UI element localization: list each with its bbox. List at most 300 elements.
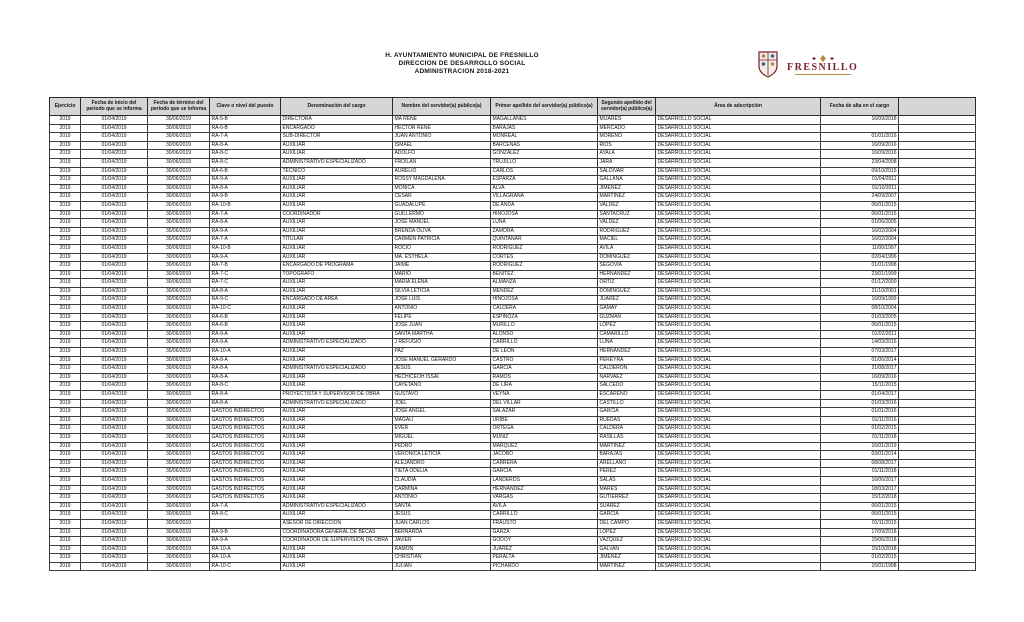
table-cell: 30/06/2019 xyxy=(148,554,210,563)
table-row xyxy=(50,562,976,571)
table-cell: DESARROLLO SOCIAL xyxy=(656,330,821,339)
table-cell: TIETA ODELIA xyxy=(393,468,491,477)
table-cell: RA-5-B xyxy=(210,116,281,125)
table-cell: DESARROLLO SOCIAL xyxy=(656,519,821,528)
table-cell: 30/06/2019 xyxy=(148,408,210,417)
table-row xyxy=(50,193,976,202)
table-cell: GASTOS INDIRECTOS xyxy=(210,451,281,460)
table-row xyxy=(50,167,976,176)
table-cell: MA RENE xyxy=(393,116,491,125)
table-cell: 15/06/2018 xyxy=(821,537,899,546)
table-cell: FELIPE xyxy=(393,313,491,322)
table-cell: DESARROLLO SOCIAL xyxy=(656,219,821,228)
table-cell xyxy=(899,158,976,167)
table-cell: ORTIZ xyxy=(598,279,656,288)
table-cell: JULIAN xyxy=(393,562,491,571)
table-cell: 30/06/2019 xyxy=(148,296,210,305)
table-row xyxy=(50,528,976,537)
table-cell: JUAREZ xyxy=(598,296,656,305)
table-cell: DESARROLLO SOCIAL xyxy=(656,279,821,288)
table-cell: 23/04/2008 xyxy=(821,158,899,167)
table-cell: SALAZAR xyxy=(491,408,598,417)
table-cell: AUXILIAR xyxy=(281,468,393,477)
table-cell xyxy=(899,545,976,554)
column-header-fecha-termino: Fecha de término del periodo que se informa xyxy=(148,98,210,116)
table-cell: 01/11/2018 xyxy=(821,433,899,442)
table-cell xyxy=(899,416,976,425)
table-cell: AUXILIAR xyxy=(281,201,393,210)
logo-block xyxy=(756,50,858,80)
table-cell: CARRILLO xyxy=(491,511,598,520)
table-cell: ROCIO xyxy=(393,244,491,253)
table-cell: 01/04/2019 xyxy=(81,459,148,468)
table-cell: 2019 xyxy=(50,408,81,417)
table-cell: LOPEZ xyxy=(598,322,656,331)
table-cell: DESARROLLO SOCIAL xyxy=(656,425,821,434)
table-cell: 01/04/2019 xyxy=(81,476,148,485)
roster-table-body xyxy=(50,116,976,571)
table-cell: AUXILIAR xyxy=(281,442,393,451)
table-cell: AUXILIAR xyxy=(281,408,393,417)
table-cell: 2019 xyxy=(50,459,81,468)
table-cell: 01/04/2019 xyxy=(81,391,148,400)
table-cell: 30/06/2019 xyxy=(148,176,210,185)
table-cell: AUXILIAR xyxy=(281,554,393,563)
table-cell: COORDINADOR DE SUPERVISION DE OBRA xyxy=(281,537,393,546)
table-cell: 16/02/2004 xyxy=(821,227,899,236)
table-cell: CARMEN PATRICIA xyxy=(393,236,491,245)
table-cell: 01/04/2019 xyxy=(81,279,148,288)
table-cell: GARCIA xyxy=(598,408,656,417)
table-cell: GASTOS INDIRECTOS xyxy=(210,485,281,494)
table-cell: JARA xyxy=(598,158,656,167)
table-row xyxy=(50,330,976,339)
table-cell: 08/08/2017 xyxy=(821,459,899,468)
table-cell: 01/04/2019 xyxy=(81,184,148,193)
table-cell: 16/09/2016 xyxy=(821,373,899,382)
table-cell: DESARROLLO SOCIAL xyxy=(656,511,821,520)
table-cell xyxy=(899,330,976,339)
table-cell: 2019 xyxy=(50,270,81,279)
table-row xyxy=(50,442,976,451)
table-cell: RA-7-B xyxy=(210,262,281,271)
table-cell: 15/11/2015 xyxy=(821,382,899,391)
column-header-clave-puesto: Clave o nivel del puesto xyxy=(210,98,281,116)
table-cell: ANTONIO xyxy=(393,494,491,503)
table-cell: MARQUEZ xyxy=(491,442,598,451)
table-cell: MA. ESTHELA xyxy=(393,253,491,262)
table-cell: 08/10/2004 xyxy=(821,305,899,314)
table-cell: GARCIA xyxy=(491,468,598,477)
table-cell: DESARROLLO SOCIAL xyxy=(656,287,821,296)
table-cell: DESARROLLO SOCIAL xyxy=(656,382,821,391)
table-row xyxy=(50,476,976,485)
table-cell: RODRIGUEZ xyxy=(491,262,598,271)
document-title-block xyxy=(302,52,622,76)
table-cell xyxy=(899,476,976,485)
table-row xyxy=(50,253,976,262)
column-header-primer-apellido: Primer apellido del servidor(a) público(a) xyxy=(491,98,598,116)
table-cell: RA-8-C xyxy=(210,158,281,167)
table-cell: 01/04/2019 xyxy=(81,262,148,271)
table-cell: 01/01/2016 xyxy=(821,133,899,142)
table-cell: BARAJAS xyxy=(491,124,598,133)
table-cell xyxy=(899,391,976,400)
table-row xyxy=(50,391,976,400)
table-cell: EVER xyxy=(393,425,491,434)
table-cell: DESARROLLO SOCIAL xyxy=(656,356,821,365)
table-cell: 01/11/2015 xyxy=(821,519,899,528)
table-cell: RA-7-C xyxy=(210,279,281,288)
table-row xyxy=(50,279,976,288)
table-cell: 03/01/2014 xyxy=(821,451,899,460)
table-cell xyxy=(899,399,976,408)
table-cell: 30/06/2019 xyxy=(148,322,210,331)
table-cell: 02/04/1996 xyxy=(821,253,899,262)
table-cell: DESARROLLO SOCIAL xyxy=(656,176,821,185)
table-cell: SEGOVIA xyxy=(598,262,656,271)
table-cell: SILVIA LETICIA xyxy=(393,287,491,296)
roster-table xyxy=(49,97,976,571)
table-row xyxy=(50,305,976,314)
table-cell: 01/04/2019 xyxy=(81,219,148,228)
table-cell: AUXILIAR xyxy=(281,330,393,339)
table-cell: ESPINOZA xyxy=(491,313,598,322)
table-cell: JOSE ANGEL xyxy=(393,408,491,417)
table-cell: TRUJILLO xyxy=(491,158,598,167)
table-row xyxy=(50,502,976,511)
table-cell xyxy=(899,554,976,563)
table-cell: 30/06/2019 xyxy=(148,236,210,245)
table-cell: GAMAY xyxy=(598,305,656,314)
table-cell: 01/04/2019 xyxy=(81,433,148,442)
table-cell: 2019 xyxy=(50,193,81,202)
table-cell: DESARROLLO SOCIAL xyxy=(656,339,821,348)
table-cell: 30/06/2019 xyxy=(148,262,210,271)
table-cell: 30/06/2019 xyxy=(148,485,210,494)
table-cell: JESUS xyxy=(393,511,491,520)
table-cell: DESARROLLO SOCIAL xyxy=(656,210,821,219)
table-cell: DOMINGUEZ xyxy=(598,253,656,262)
table-cell: HERNANDEZ xyxy=(598,348,656,357)
table-row xyxy=(50,201,976,210)
table-cell: HINOJOSA xyxy=(491,210,598,219)
table-cell: 30/06/2019 xyxy=(148,210,210,219)
table-cell: 2019 xyxy=(50,133,81,142)
table-cell: RA-10-B xyxy=(210,244,281,253)
table-cell: AUXILIAR xyxy=(281,305,393,314)
table-cell: DESARROLLO SOCIAL xyxy=(656,537,821,546)
table-cell: DESARROLLO SOCIAL xyxy=(656,305,821,314)
table-cell: ROSSY MAGDALENA xyxy=(393,176,491,185)
table-cell: 2019 xyxy=(50,348,81,357)
table-cell: 2019 xyxy=(50,262,81,271)
table-cell: DESARROLLO SOCIAL xyxy=(656,193,821,202)
table-cell: 01/04/2017 xyxy=(821,391,899,400)
table-cell xyxy=(899,116,976,125)
table-cell: ENCARGADO DE AREA xyxy=(281,296,393,305)
table-cell xyxy=(899,210,976,219)
table-cell: RA-9-C xyxy=(210,296,281,305)
table-cell: 01/04/2019 xyxy=(81,133,148,142)
table-cell: DESARROLLO SOCIAL xyxy=(656,124,821,133)
table-cell: MARTINEZ xyxy=(598,562,656,571)
table-cell: CESAR xyxy=(393,193,491,202)
table-cell: RIOS xyxy=(598,141,656,150)
table-cell: JOSE JUAN xyxy=(393,322,491,331)
table-cell: 01/04/2019 xyxy=(81,116,148,125)
table-cell: GUZMAN xyxy=(598,313,656,322)
table-cell xyxy=(899,124,976,133)
table-cell: 2019 xyxy=(50,468,81,477)
table-cell: 30/06/2019 xyxy=(148,373,210,382)
table-cell: 01/11/2016 xyxy=(821,416,899,425)
table-cell: BARCENAS xyxy=(491,141,598,150)
table-cell: 2019 xyxy=(50,382,81,391)
table-cell: VARGAS xyxy=(491,494,598,503)
table-cell: 16/01/2019 xyxy=(821,442,899,451)
table-row xyxy=(50,313,976,322)
table-cell: AUXILIAR xyxy=(281,322,393,331)
table-cell: DESARROLLO SOCIAL xyxy=(656,133,821,142)
table-row xyxy=(50,176,976,185)
table-cell: RA-7-A xyxy=(210,236,281,245)
table-cell: SANTA xyxy=(393,502,491,511)
table-cell xyxy=(899,227,976,236)
table-cell: RA-7-A xyxy=(210,210,281,219)
table-cell: 16/09/1999 xyxy=(821,296,899,305)
table-cell: GONZALEZ xyxy=(491,150,598,159)
table-cell: RA-10-B xyxy=(210,201,281,210)
table-cell: 30/06/2019 xyxy=(148,433,210,442)
table-cell: 2019 xyxy=(50,511,81,520)
table-cell: 01/06/2014 xyxy=(821,356,899,365)
table-cell xyxy=(899,150,976,159)
table-cell: DESARROLLO SOCIAL xyxy=(656,416,821,425)
table-cell: AUXILIAR xyxy=(281,313,393,322)
table-cell xyxy=(899,287,976,296)
table-cell: 30/06/2019 xyxy=(148,167,210,176)
table-cell: AURELIO xyxy=(393,167,491,176)
table-cell: DEL VILLAR xyxy=(491,399,598,408)
table-cell: PROYECTISTA Y SUPERVISOR DE OBRA xyxy=(281,391,393,400)
table-cell: GUADALUPE xyxy=(393,201,491,210)
table-cell: JIMENEZ xyxy=(598,184,656,193)
table-cell: 01/04/2019 xyxy=(81,330,148,339)
table-cell: PEREZ xyxy=(598,468,656,477)
table-cell: RA-6-B xyxy=(210,322,281,331)
table-cell: 01/04/2019 xyxy=(81,519,148,528)
table-row xyxy=(50,322,976,331)
table-cell: 30/06/2019 xyxy=(148,425,210,434)
table-cell: 01/04/2019 xyxy=(81,562,148,571)
table-cell: SUB-DIRECTOR xyxy=(281,133,393,142)
table-cell: 30/06/2019 xyxy=(148,476,210,485)
table-cell: 30/06/2019 xyxy=(148,562,210,571)
table-row xyxy=(50,459,976,468)
table-cell: 30/06/2019 xyxy=(148,494,210,503)
table-row xyxy=(50,339,976,348)
table-cell xyxy=(899,348,976,357)
table-cell: DESARROLLO SOCIAL xyxy=(656,562,821,571)
table-row xyxy=(50,494,976,503)
table-cell: 01/02/2015 xyxy=(821,554,899,563)
table-cell: ADMINISTRATIVO ESPECIALIZADO xyxy=(281,158,393,167)
column-header-nombre: Nombre del servidor(a) público(a) xyxy=(393,98,491,116)
table-cell: DESARROLLO SOCIAL xyxy=(656,184,821,193)
table-cell: VALDEZ xyxy=(598,201,656,210)
table-cell: 01/12/2000 xyxy=(821,279,899,288)
header-row xyxy=(50,98,976,116)
table-cell: AUXILIAR xyxy=(281,141,393,150)
table-cell: MENDEZ xyxy=(491,287,598,296)
table-cell: RA-7-A xyxy=(210,502,281,511)
table-cell: DESARROLLO SOCIAL xyxy=(656,150,821,159)
table-cell: HECHICEOH ISSAI xyxy=(393,373,491,382)
table-cell: RA-8-A xyxy=(210,219,281,228)
table-cell: HERNANDEZ xyxy=(598,270,656,279)
table-cell: 14/03/2016 xyxy=(821,339,899,348)
table-cell: 2019 xyxy=(50,253,81,262)
table-cell: J REFUGIO xyxy=(393,339,491,348)
table-cell: 30/06/2019 xyxy=(148,158,210,167)
table-cell: 2019 xyxy=(50,537,81,546)
table-row xyxy=(50,519,976,528)
table-cell: AUXILIAR xyxy=(281,184,393,193)
table-cell: 06/01/2015 xyxy=(821,511,899,520)
table-cell: 01/04/2019 xyxy=(81,313,148,322)
table-cell: JUAREZ xyxy=(491,545,598,554)
table-cell: 30/06/2019 xyxy=(148,348,210,357)
table-cell: AUXILIAR xyxy=(281,244,393,253)
table-cell: GALVAN xyxy=(598,545,656,554)
table-cell: 17/09/2018 xyxy=(821,528,899,537)
table-cell: 01/03/2005 xyxy=(821,313,899,322)
table-row xyxy=(50,150,976,159)
table-cell: 11/06/1997 xyxy=(821,244,899,253)
table-cell: 06/01/2015 xyxy=(821,502,899,511)
table-cell: MARTINEZ xyxy=(598,193,656,202)
table-cell: 30/06/2019 xyxy=(148,468,210,477)
table-cell: 2019 xyxy=(50,330,81,339)
column-header-empty xyxy=(899,98,976,116)
table-cell: RA-6-B xyxy=(210,167,281,176)
table-cell: AUXILIAR xyxy=(281,219,393,228)
table-cell: 2019 xyxy=(50,219,81,228)
table-cell: AUXILIAR xyxy=(281,279,393,288)
table-cell: MIJARES xyxy=(598,116,656,125)
table-cell: DESARROLLO SOCIAL xyxy=(656,201,821,210)
table-cell: 30/06/2019 xyxy=(148,365,210,374)
table-cell: LUNA xyxy=(598,339,656,348)
table-cell: ALVA xyxy=(491,184,598,193)
table-cell: JOSE LUIS xyxy=(393,296,491,305)
table-cell xyxy=(899,244,976,253)
table-cell: RA-9-A xyxy=(210,339,281,348)
table-cell: DESARROLLO SOCIAL xyxy=(656,227,821,236)
table-cell: 30/06/2019 xyxy=(148,193,210,202)
table-cell xyxy=(899,373,976,382)
table-cell: FROILAN xyxy=(393,158,491,167)
table-cell: 30/06/2019 xyxy=(148,124,210,133)
table-cell: 01/04/2019 xyxy=(81,287,148,296)
table-cell: 30/06/2019 xyxy=(148,330,210,339)
table-cell: QUINTANAR xyxy=(491,236,598,245)
column-header-segundo-apellido: Segundo apellido del servidor(a) público(a) xyxy=(598,98,656,116)
table-cell: DESARROLLO SOCIAL xyxy=(656,373,821,382)
table-cell: 01/04/2019 xyxy=(81,193,148,202)
table-cell: SUAREZ xyxy=(598,502,656,511)
table-cell xyxy=(899,270,976,279)
table-cell: MAGALI xyxy=(393,416,491,425)
table-cell: AUXILIAR xyxy=(281,373,393,382)
table-cell: 30/06/2019 xyxy=(148,511,210,520)
table-cell xyxy=(899,184,976,193)
table-cell: GARCIA xyxy=(598,511,656,520)
table-cell: 01/02/2015 xyxy=(821,425,899,434)
table-cell: RA-10-C xyxy=(210,562,281,571)
table-cell: ISMAEL xyxy=(393,141,491,150)
table-row xyxy=(50,485,976,494)
table-cell xyxy=(899,167,976,176)
table-cell: BERNARDA xyxy=(393,528,491,537)
table-cell: RA-8-C xyxy=(210,511,281,520)
table-cell: RA-10-C xyxy=(210,305,281,314)
table-row xyxy=(50,451,976,460)
table-cell: RA-8-A xyxy=(210,365,281,374)
roster-table-header xyxy=(50,98,976,116)
table-cell: FRAUSTO xyxy=(491,519,598,528)
table-cell: RAMOS xyxy=(491,373,598,382)
table-cell: 01/04/2019 xyxy=(81,408,148,417)
table-cell: ALEJANDRO xyxy=(393,459,491,468)
table-cell: ANTONIO xyxy=(393,305,491,314)
table-cell: 2019 xyxy=(50,176,81,185)
table-cell: MAGALLANES xyxy=(491,116,598,125)
table-cell: RA-8-A xyxy=(210,141,281,150)
table-cell: GASTOS INDIRECTOS xyxy=(210,442,281,451)
crest-icon xyxy=(756,50,780,80)
table-row xyxy=(50,348,976,357)
table-cell: VERONICA LETICIA xyxy=(393,451,491,460)
table-cell: SANTA MARTHA xyxy=(393,330,491,339)
table-cell: 01/11/2018 xyxy=(821,468,899,477)
table-cell xyxy=(899,502,976,511)
table-cell: HINOJOSA xyxy=(491,296,598,305)
table-cell: 2019 xyxy=(50,494,81,503)
table-cell: SANTACRUZ xyxy=(598,210,656,219)
table-row xyxy=(50,124,976,133)
table-cell: 21/10/2001 xyxy=(821,287,899,296)
table-cell: DESARROLLO SOCIAL xyxy=(656,167,821,176)
table-row xyxy=(50,382,976,391)
table-cell: 01/04/2019 xyxy=(81,545,148,554)
table-cell: AYALA xyxy=(598,150,656,159)
table-cell: 01/04/2019 xyxy=(81,141,148,150)
table-row xyxy=(50,433,976,442)
table-cell: CALDERON xyxy=(598,365,656,374)
table-cell: VILLAGRANA xyxy=(491,193,598,202)
table-cell: 15/10/2018 xyxy=(821,545,899,554)
table-cell: PERALTA xyxy=(491,554,598,563)
table-cell: BRENDA OLIVA xyxy=(393,227,491,236)
table-cell: MARIO xyxy=(393,270,491,279)
table-cell: RA-6-B xyxy=(210,313,281,322)
table-cell: MONREAL xyxy=(491,133,598,142)
table-cell: GUTIERREZ xyxy=(598,494,656,503)
table-cell xyxy=(899,528,976,537)
table-cell: 2019 xyxy=(50,416,81,425)
